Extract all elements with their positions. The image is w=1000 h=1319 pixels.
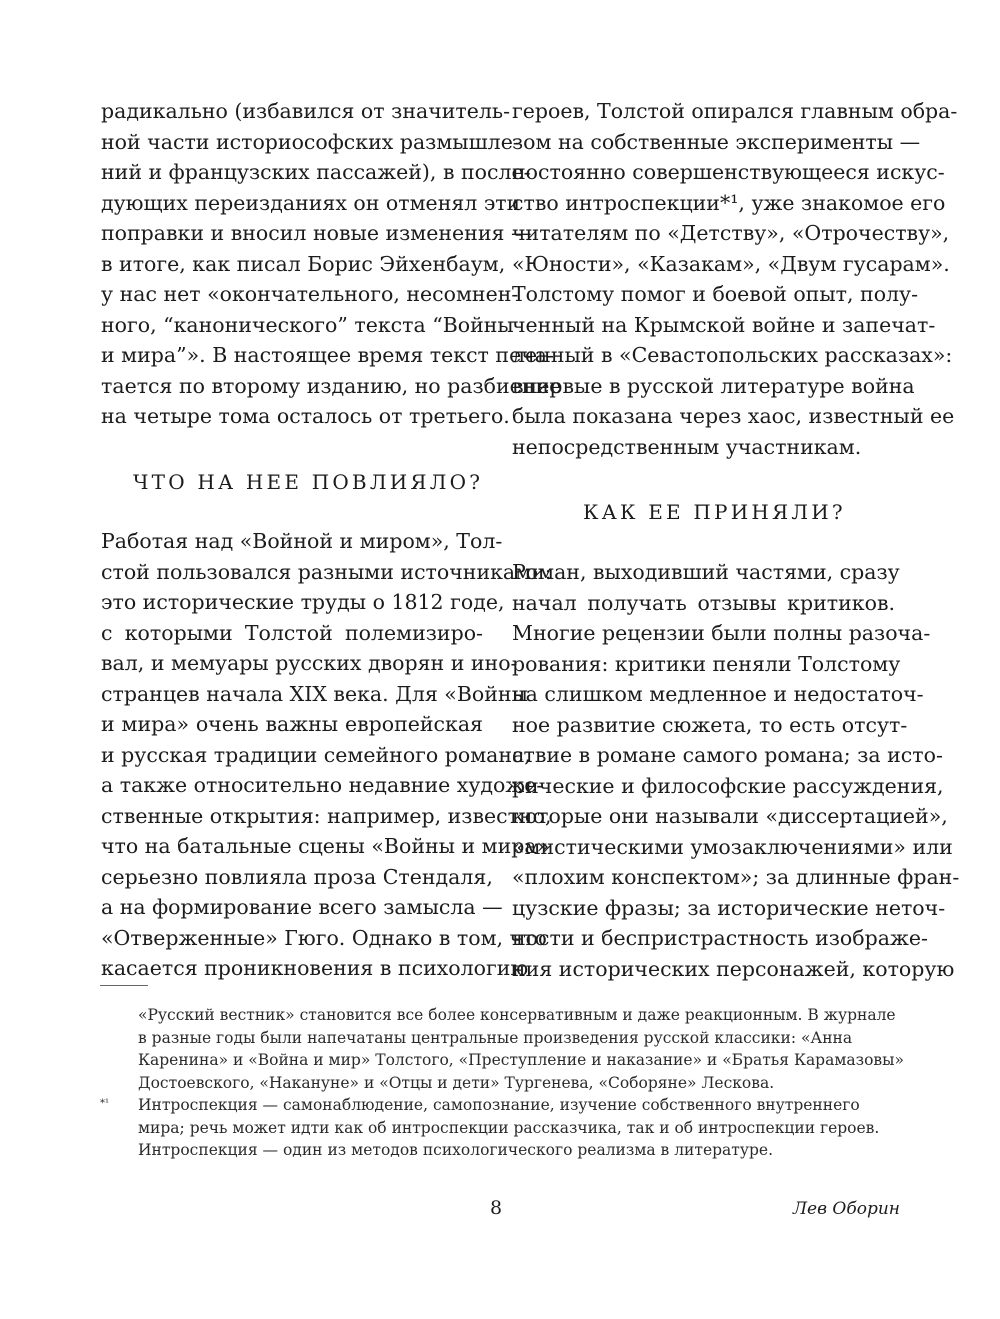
text-line: Толстому помог и боевой опыт, полу- bbox=[512, 282, 919, 306]
text-line: «Отверженные» Гюго. Однако в том, что bbox=[101, 925, 547, 950]
text-line: серьезно повлияла проза Стендаля, bbox=[101, 864, 493, 889]
text-line: ство интроспекции*¹, уже знакомое его bbox=[512, 190, 946, 215]
footnote-line: Достоевского, «Накануне» и «Отцы и дети» Тургенева, «Соборяне» Лескова. bbox=[138, 1073, 775, 1092]
text-line: «Юности», «Казакам», «Двум гусарам». bbox=[512, 251, 950, 276]
text-line: и мира» очень важны европейская bbox=[101, 712, 483, 736]
text-line: ности и беспристрастность изображе- bbox=[512, 926, 928, 950]
text-line: у нас нет «окончательного, несомнен- bbox=[101, 282, 519, 306]
text-line: это исторические труды о 1812 годе, bbox=[101, 590, 505, 614]
footnote-line: «Русский вестник» становится все более консервативным и даже реакционным. В журнале bbox=[138, 1006, 896, 1024]
footnote-line: мира; речь может идти как об интроспекции рассказчика, так и об интроспекции героев. bbox=[138, 1118, 880, 1137]
text-line: ствие в романе самого романа; за исто- bbox=[512, 743, 943, 767]
author-name: Лев Оборин bbox=[792, 1199, 900, 1219]
text-line: с которыми Толстой полемизиро- bbox=[101, 620, 483, 645]
footnote-separator bbox=[100, 985, 148, 986]
text-line: в итоге, как писал Борис Эйхенбаум, bbox=[101, 251, 506, 276]
text-line: рические и философские рассуждения, bbox=[512, 773, 944, 798]
right-column-bottom-text bbox=[512, 557, 960, 984]
text-line: ственные открытия: например, известно, bbox=[101, 803, 552, 828]
footnote-introspection bbox=[138, 1094, 908, 1162]
text-line: Роман, выходивший частями, сразу bbox=[512, 560, 900, 584]
left-column-top-text bbox=[101, 96, 562, 432]
text-line: читателям по «Детству», «Отрочеству», bbox=[512, 221, 950, 245]
text-line: дующих переизданиях он отменял эти bbox=[101, 190, 521, 215]
text-line: странцев начала XIX века. Для «Войны bbox=[101, 681, 528, 706]
text-line: на четыре тома осталось от третьего. bbox=[101, 404, 510, 428]
left-column-bottom-text bbox=[101, 526, 552, 984]
text-line: поправки и вносил новые изменения — bbox=[101, 221, 532, 245]
text-line: на слишком медленное и недостаточ- bbox=[512, 682, 924, 706]
text-line: касается проникновения в психологию bbox=[101, 956, 529, 980]
text-line: вал, и мемуары русских дворян и ино- bbox=[101, 651, 518, 675]
footnote-continued bbox=[138, 1004, 908, 1094]
text-line: а на формирование всего замысла — bbox=[101, 895, 503, 919]
text-line: Работая над «Войной и миром», Тол- bbox=[101, 529, 503, 553]
text-line: постоянно совершенствующееся искус- bbox=[512, 160, 945, 184]
footnote-marker: *¹ bbox=[100, 1098, 110, 1109]
right-column-top-text bbox=[512, 96, 958, 462]
text-line: ченный на Крымской войне и запечат- bbox=[512, 312, 936, 337]
text-line: ленный в «Севастопольских рассказах»: bbox=[512, 343, 953, 367]
text-line: цузские фразы; за исторические неточ- bbox=[512, 895, 946, 920]
text-line: ного, “канонического” текста “Войны bbox=[101, 312, 514, 337]
footnote-line: в разные годы были напечатаны центральные произведения русской классики: «Анна bbox=[138, 1028, 853, 1047]
text-line: «мистическими умозаключениями» или bbox=[512, 834, 953, 859]
footnote-line: Интроспекция — один из методов психологического реализма в литературе. bbox=[138, 1141, 774, 1159]
text-line: тается по второму изданию, но разбиение bbox=[101, 373, 562, 398]
text-line: и русская традиции семейного романа, bbox=[101, 742, 531, 767]
text-line: которые они называли «диссертацией», bbox=[512, 804, 948, 828]
text-line: непосредственным участникам. bbox=[512, 434, 862, 459]
text-line: ной части историософских размышле- bbox=[101, 129, 520, 154]
text-line: «плохим конспектом»; за длинные фран- bbox=[512, 865, 960, 889]
text-line: ний и французских пассажей), в после- bbox=[101, 160, 531, 184]
footnote-line: Каренина» и «Война и мир» Толстого, «Преступление и наказание» и «Братья Карамазовы» bbox=[138, 1051, 904, 1069]
section-heading-reception: КАК ЕЕ ПРИНЯЛИ? bbox=[583, 500, 846, 524]
text-line: ное развитие сюжета, то есть отсут- bbox=[512, 712, 908, 737]
section-heading-influences: ЧТО НА НЕЕ ПОВЛИЯЛО? bbox=[133, 470, 484, 494]
text-line: Многие рецензии были полны разоча- bbox=[512, 621, 931, 645]
text-line: а также относительно недавние художе- bbox=[101, 773, 544, 797]
text-line: что на батальные сцены «Войны и мира» bbox=[101, 834, 550, 858]
text-line: впервые в русской литературе война bbox=[512, 373, 915, 398]
text-line: начал получать отзывы критиков. bbox=[512, 590, 895, 615]
text-line: ния исторических персонажей, которую bbox=[512, 956, 955, 981]
page-number: 8 bbox=[490, 1197, 503, 1219]
text-line: стой пользовался разными источниками: bbox=[101, 559, 552, 584]
text-line: была показана через хаос, известный ее bbox=[512, 404, 955, 428]
text-line: и мира”». В настоящее время текст печа- bbox=[101, 343, 554, 367]
text-line: героев, Толстой опирался главным обра- bbox=[512, 99, 958, 123]
text-line: рования: критики пеняли Толстому bbox=[512, 651, 901, 676]
footnote-line: Интроспекция — самонаблюдение, самопознание, изучение собственного внутреннего bbox=[138, 1096, 860, 1114]
text-line: зом на собственные эксперименты — bbox=[512, 129, 921, 154]
text-line: радикально (избавился от значитель- bbox=[101, 99, 510, 123]
